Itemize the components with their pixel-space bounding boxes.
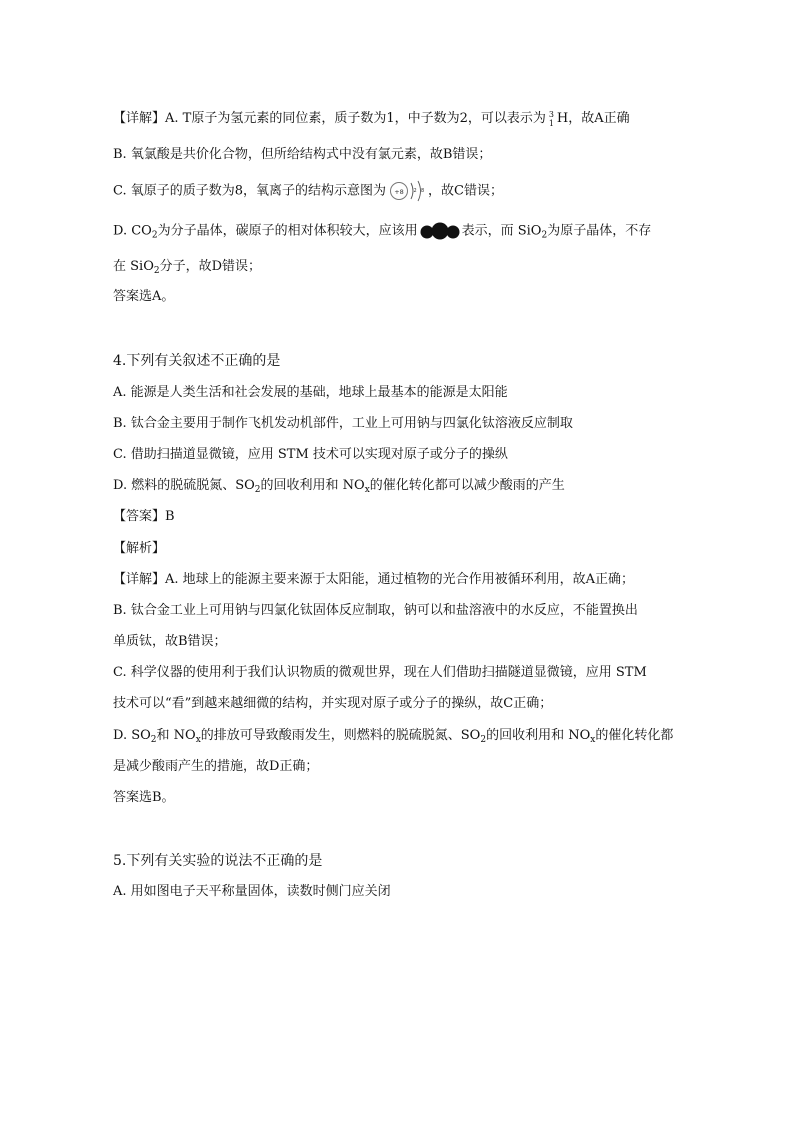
question-4-explain-c-2: [113, 695, 552, 713]
text-span: 【答案】B: [113, 509, 175, 524]
text-span: 答案选A。: [113, 289, 175, 304]
text-span: 为分子晶体，碳原子的相对体积较大，应该用: [157, 223, 418, 239]
text-span: 5.下列有关实验的说法不正确的是: [113, 853, 323, 869]
explanation-d-line-1: [113, 222, 651, 241]
explanation-c-text: C. 氧原子的质子数为8，氧离子的结构示意图为: [113, 183, 387, 199]
subscript: x: [364, 485, 370, 495]
text-span: 在 SiO: [113, 259, 154, 274]
explanation-a-end: ，故A正确: [568, 111, 630, 126]
text-span: B. 钛合金工业上可用钠与四氯化钛固体反应制取，钠可以和盐溶液中的水反应，不能置换出: [113, 603, 638, 618]
explanation-b-text: B. 氧氯酸是共价化合物，但所给结构式中没有氯元素，故B错误；: [113, 147, 492, 162]
question-4-explain-d-1: [113, 727, 673, 745]
subscript: 2: [541, 230, 548, 241]
question-4-analysis-heading: [113, 540, 165, 558]
text-span: D. 燃料的脱硫脱氮、SO: [113, 478, 255, 493]
question-4-answer: [113, 508, 175, 526]
explanation-c-line: [113, 180, 503, 202]
question-4-explain-a: [113, 571, 634, 589]
text-span: 为原子晶体，不存: [547, 223, 652, 239]
question-5-option-a: [113, 883, 391, 901]
question-4-explain-d-2: [113, 758, 318, 776]
question-4-option-b: [113, 415, 573, 433]
question-4-explain-b-1: [113, 602, 638, 620]
text-span: 【详解】A. 地球上的能源主要来源于太阳能，通过植物的光合作用被循环利用，故A正确；: [113, 572, 635, 587]
text-span: C. 借助扫描道显微镜，应用 STM 技术可以实现对原子或分子的操纵: [113, 447, 508, 462]
text-span: 单质钛，故B错误；: [113, 634, 227, 649]
explanation-d-line-2: [113, 258, 261, 276]
subscript: 2: [480, 735, 487, 745]
explanation-a-line: [113, 109, 630, 128]
oxygen-ion-structure-diagram: [388, 180, 426, 202]
text-span: 的回收利用和 NO: [486, 728, 591, 743]
atomic-number: 1: [548, 119, 554, 128]
explanation-c-end: ，故C错误；: [428, 183, 503, 199]
text-span: 4.下列有关叙述不正确的是: [113, 353, 281, 369]
text-span: D. CO: [113, 223, 152, 239]
text-span: 的催化转化都: [595, 728, 674, 743]
nucleus-charge-label: +8: [394, 188, 404, 196]
subscript: x: [590, 735, 596, 745]
question-4-title: [113, 352, 280, 370]
text-span: 的回收利用和 NO: [260, 478, 365, 493]
tritium-notation: [548, 109, 557, 128]
text-span: 表示，而 SiO: [461, 223, 542, 239]
text-span: 和 NO: [156, 728, 196, 743]
question-4-explain-c-1: [113, 664, 647, 682]
subscript: 2: [150, 735, 157, 745]
text-span: 的催化转化都可以减少酸雨的产生: [369, 478, 565, 493]
svg-text:2: 2: [413, 188, 417, 194]
svg-text:8: 8: [421, 188, 425, 194]
co2-space-filling-model: [419, 222, 461, 240]
text-span: C. 科学仪器的使用利于我们认识物质的微观世界，现在人们借助扫描隧道显微镜，应用 STM: [113, 665, 647, 680]
subscript: 2: [153, 266, 160, 276]
question-4-option-c: [113, 446, 508, 464]
subscript: x: [195, 735, 201, 745]
text-span: 技术可以“看”到越来越细微的结构，并实现对原子或分子的操纵，故C正确；: [113, 696, 553, 711]
element-symbol: H: [556, 111, 569, 126]
question-4-option-d: [113, 477, 565, 495]
text-span: B. 钛合金主要用于制作飞机发动机部件，工业上可用钠与四氯化钛溶液反应制取: [113, 416, 573, 431]
explanation-b-line: [113, 146, 491, 164]
subscript: 2: [151, 230, 158, 241]
answer-choice-b: [113, 789, 175, 807]
mass-number: 3: [548, 110, 554, 119]
question-4-option-a: [113, 384, 508, 402]
text-span: D. SO: [113, 728, 151, 743]
text-span: 答案选B。: [113, 790, 175, 805]
text-span: 【解析】: [113, 541, 166, 556]
text-span: 分子，故D错误；: [159, 259, 262, 274]
text-span: 的排放可导致酸雨发生，则燃料的脱硫脱氮、SO: [200, 728, 481, 743]
question-5-title: [113, 852, 322, 870]
explanation-a-text: 【详解】A. T原子为氢元素的同位素，质子数为1，中子数为2，可以表示为: [113, 111, 546, 126]
question-4-explain-b-2: [113, 633, 227, 651]
answer-choice-a: [113, 288, 174, 306]
text-span: A. 用如图电子天平称量固体，读数时侧门应关闭: [113, 884, 391, 899]
subscript: 2: [254, 485, 261, 495]
text-span: 是减少酸雨产生的措施，故D正确；: [113, 759, 319, 774]
text-span: A. 能源是人类生活和社会发展的基础，地球上最基本的能源是太阳能: [113, 385, 508, 400]
